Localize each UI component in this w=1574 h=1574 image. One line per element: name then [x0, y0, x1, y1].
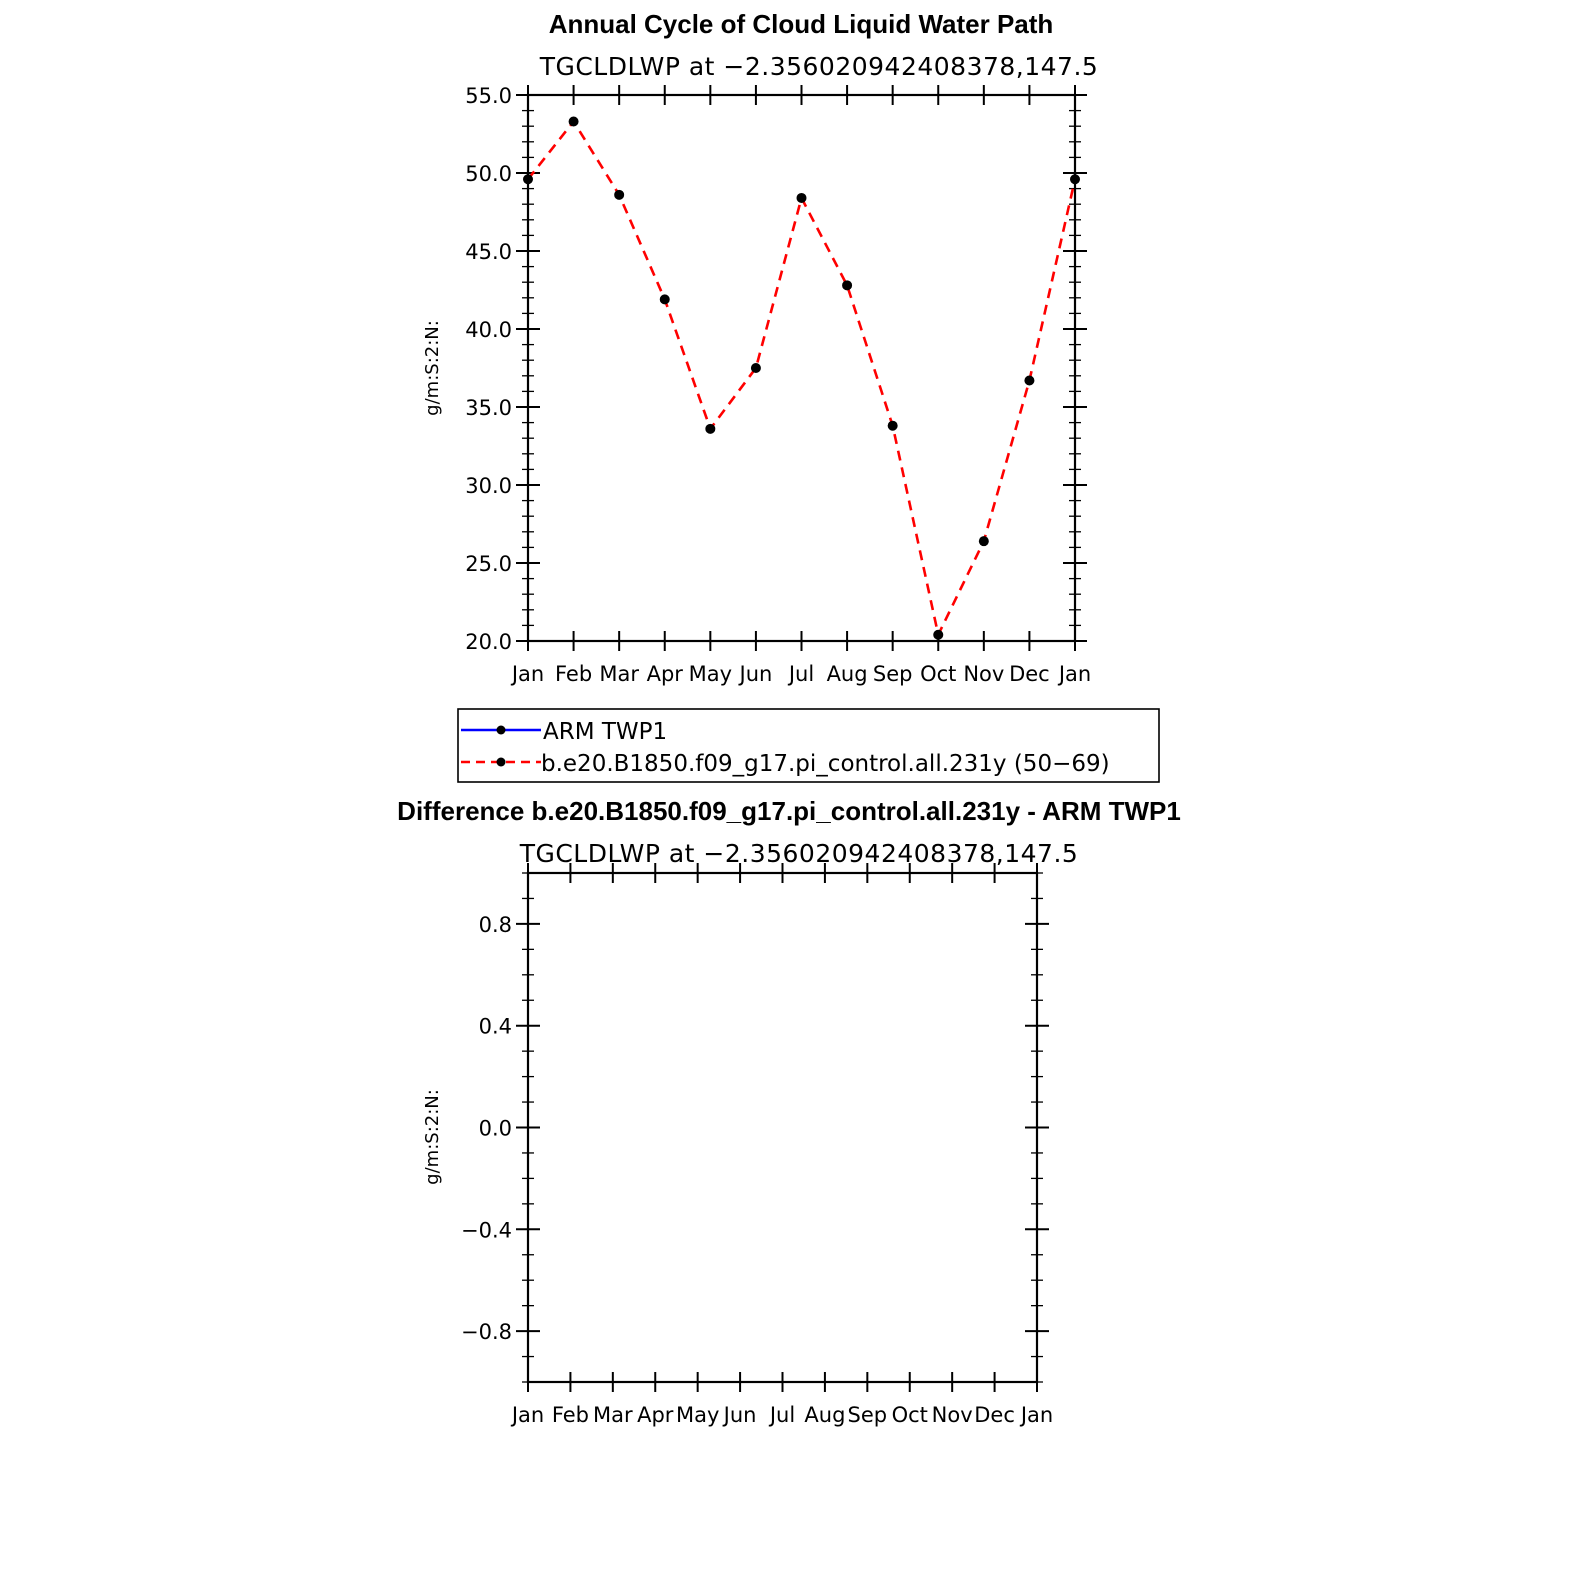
chart1-title: Annual Cycle of Cloud Liquid Water Path: [548, 9, 1054, 39]
x-tick-label: Jul: [788, 662, 815, 686]
x-tick-label: Oct: [891, 1403, 928, 1427]
x-tick-label: Dec: [1009, 662, 1050, 686]
x-tick-label: Aug: [826, 662, 868, 686]
y-tick-label: 55.0: [465, 84, 512, 108]
x-tick-label: Apr: [637, 1403, 674, 1427]
x-tick-label: Jul: [769, 1403, 796, 1427]
x-tick-label: Sep: [872, 662, 913, 686]
data-point: [933, 630, 943, 640]
annual-cycle-chart: [422, 9, 1159, 782]
x-tick-label: Jan: [511, 662, 545, 686]
chart1-series: [523, 117, 1080, 640]
x-tick-label: Jan: [1058, 662, 1092, 686]
legend-label-arm: ARM TWP1: [543, 719, 668, 745]
legend-label-model: b.e20.B1850.f09_g17.pi_control.all.231y (50−69): [541, 751, 1110, 777]
chart1-x-tick-labels: [510, 662, 1091, 686]
y-tick-label: 40.0: [465, 318, 512, 342]
data-point: [979, 536, 989, 546]
y-tick-label: −0.8: [461, 1320, 512, 1345]
y-tick-label: 25.0: [465, 552, 512, 576]
x-tick-label: Dec: [974, 1403, 1015, 1427]
difference-chart: [397, 796, 1181, 1427]
x-tick-label: Nov: [931, 1403, 973, 1427]
x-tick-label: Oct: [920, 662, 957, 686]
data-point: [888, 421, 898, 431]
chart2-title: Difference b.e20.B1850.f09_g17.pi_control.all.231y - ARM TWP1: [397, 796, 1181, 826]
data-point: [1070, 174, 1080, 184]
y-tick-label: −0.4: [461, 1218, 512, 1243]
plot-border: [528, 95, 1075, 641]
data-point: [660, 294, 670, 304]
y-tick-label: 35.0: [465, 396, 512, 420]
y-tick-label: 0.0: [478, 1116, 512, 1141]
y-tick-label: 0.8: [478, 912, 512, 937]
x-tick-label: Jan: [1020, 1403, 1054, 1427]
data-point: [842, 280, 852, 290]
data-point: [705, 424, 715, 434]
y-tick-label: 30.0: [465, 474, 512, 498]
chart1-y-tick-labels: [465, 84, 512, 654]
data-point: [569, 117, 579, 127]
x-tick-label: Jan: [511, 1403, 545, 1427]
x-tick-label: Feb: [554, 662, 593, 686]
chart1-legend: [458, 709, 1159, 782]
data-point: [614, 190, 624, 200]
y-tick-label: 45.0: [465, 240, 512, 264]
x-tick-label: Nov: [963, 662, 1005, 686]
plot-border: [528, 873, 1037, 1382]
chart2-y-tick-labels: [461, 913, 512, 1344]
chart2-subtitle: TGCLDLWP at −2.356020942408378,147.5: [519, 839, 1079, 868]
data-point: [797, 193, 807, 203]
x-tick-label: Jun: [723, 1403, 757, 1427]
data-point: [751, 363, 761, 373]
y-tick-label: 20.0: [465, 630, 512, 654]
data-point: [1024, 375, 1034, 385]
chart1-plot-frame: [528, 95, 1075, 641]
chart1-y-axis-label: g/m:S:2:N:: [422, 320, 443, 416]
data-point: [523, 174, 533, 184]
y-tick-label: 0.4: [478, 1014, 512, 1039]
chart2-axis-ticks: [516, 863, 1049, 1392]
x-tick-label: Feb: [551, 1403, 590, 1427]
chart1-subtitle: TGCLDLWP at −2.356020942408378,147.5: [539, 52, 1099, 81]
x-tick-label: Sep: [847, 1403, 888, 1427]
chart2-plot-frame: [528, 873, 1037, 1382]
chart2-x-tick-labels: [510, 1403, 1053, 1427]
legend-marker-arm: [497, 726, 506, 735]
legend-marker-model: [497, 758, 506, 767]
x-tick-label: Aug: [804, 1403, 846, 1427]
chart1-axis-ticks: [516, 85, 1087, 651]
chart2-y-axis-label: g/m:S:2:N:: [422, 1089, 443, 1185]
x-tick-label: Mar: [599, 662, 639, 686]
x-tick-label: May: [675, 1403, 720, 1427]
y-tick-label: 50.0: [465, 162, 512, 186]
x-tick-label: Mar: [593, 1403, 633, 1427]
x-tick-label: May: [688, 662, 733, 686]
x-tick-label: Apr: [646, 662, 683, 686]
x-tick-label: Jun: [739, 662, 773, 686]
